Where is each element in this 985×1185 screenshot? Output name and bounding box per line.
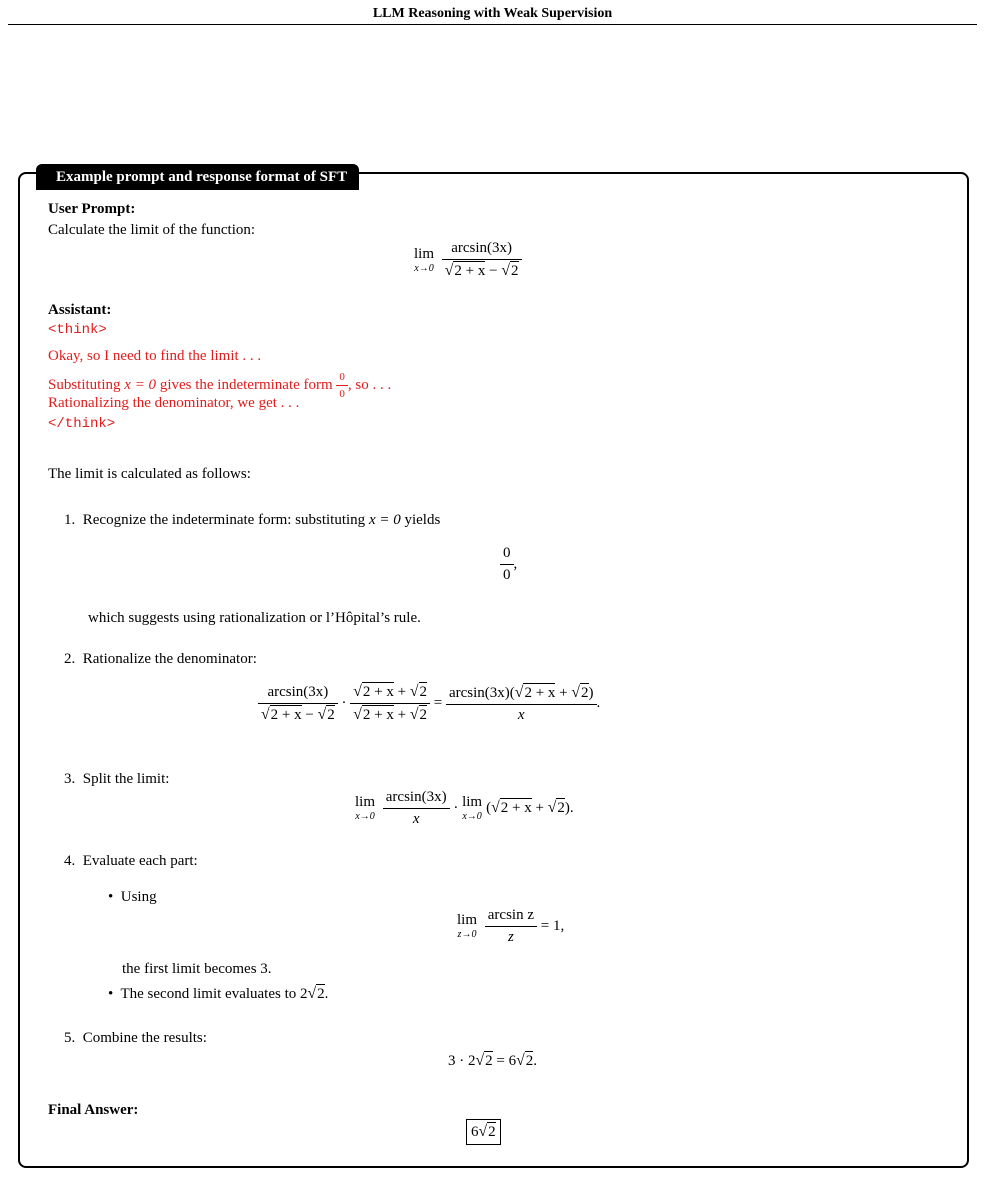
bullet-1-follow: the first limit becomes 3. [122,961,272,977]
limit-operator: lim x→0 [414,245,435,274]
user-prompt-label: User Prompt: [48,201,136,217]
bullet-2: • The second limit evaluates to 2√2. [108,985,329,1002]
think-line-3: Rationalizing the denominator, we get . . . [48,395,300,411]
think-line-1: Okay, so I need to find the limit . . . [48,348,262,364]
bullet-1-equation: lim z→0 $\frac{\text{arcsin z}}{z}$ = 1, [457,907,565,945]
final-answer-label: Final Answer: [48,1102,139,1118]
running-header: LLM Reasoning with Weak Supervision [372,6,613,21]
step-4: 4. Evaluate each part: [64,853,198,869]
think-line-2: Substituting x = 0 gives the indeterminate form $\frac{0}{0}$ , so . . . [48,371,392,400]
solution-intro: The limit is calculated as follows: [48,466,251,482]
bullet-1: • Using [108,889,157,905]
user-fraction: $\frac{\arcsin(3x)}{√2 + x - √2}$ [442,240,522,280]
step-3: 3. Split the limit: [64,771,170,787]
header-rule [8,24,977,25]
box-title: Example prompt and response format of SFT [36,164,359,190]
think-close-tag: </think> [48,416,116,432]
user-prompt-text: Calculate the limit of the function: [48,222,256,238]
step-1-equation: $\frac{0}{0}$ , [500,545,517,584]
example-box [18,172,969,1168]
step-3-equation: lim x→0 $\frac{\arcsin(3x)}{x}$ · lim x→0 (√2 + x + √2). [355,789,574,827]
step-2: 2. Rationalize the denominator: [64,651,257,667]
step-5: 5. Combine the results: [64,1030,207,1046]
think-open-tag: <think> [48,322,107,338]
user-prompt-equation [414,240,522,280]
step-1: 1. Recognize the indeterminate form: substituting x = 0 yields [64,512,441,528]
assistant-label: Assistant: [48,302,112,318]
step-1-follow: which suggests using rationalization or l’Hôpital’s rule. [88,610,421,626]
step-5-equation: 3 · 2√2 = 6√2. [448,1052,538,1069]
final-answer-box: 6√2 [466,1123,501,1141]
step-2-equation: $\frac{\arcsin(3x)}{√2 + x - √2}$ · $\frac{√2 + x + √2}{√2 + x + √2}$ = $\frac{\arcsin(3x)(√2 + x + √2)}{x}$ . [258,683,600,724]
